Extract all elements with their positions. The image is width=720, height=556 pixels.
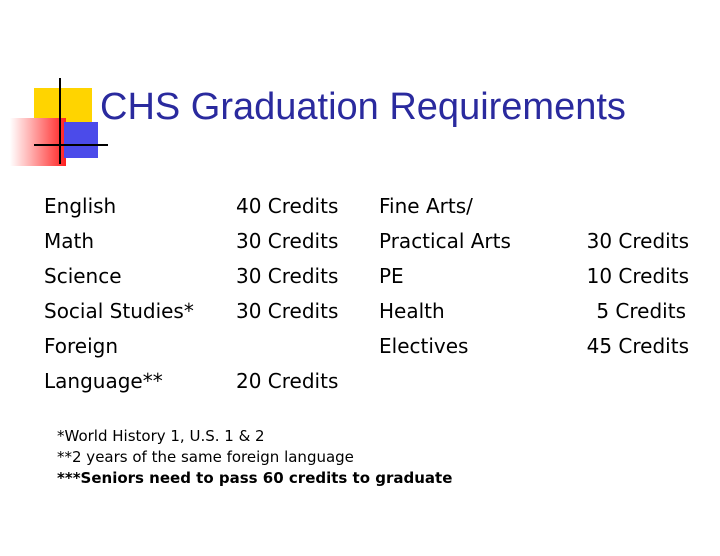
left-credits: 20 Credits xyxy=(236,369,339,393)
red-gradient-square xyxy=(10,118,66,166)
footnote-seniors: ***Seniors need to pass 60 credits to graduate xyxy=(57,469,453,487)
left-subject: Social Studies* xyxy=(44,299,194,323)
right-credits: 45 Credits xyxy=(586,334,689,358)
left-subject: English xyxy=(44,194,117,218)
left-credits: 40 Credits xyxy=(236,194,339,218)
right-subject: Health xyxy=(379,299,445,323)
horizontal-line xyxy=(34,144,108,146)
left-subject: Math xyxy=(44,229,95,253)
left-credits: 30 Credits xyxy=(236,229,339,253)
right-subject: Fine Arts/ xyxy=(379,194,473,218)
footnotes xyxy=(57,426,452,489)
right-subject: Practical Arts xyxy=(379,229,511,253)
right-credits: 5 Credits xyxy=(596,299,686,323)
right-subject: Electives xyxy=(379,334,469,358)
left-subject: Foreign xyxy=(44,334,119,358)
right-credits: 30 Credits xyxy=(586,229,689,253)
left-credits: 30 Credits xyxy=(236,264,339,288)
right-credits: 10 Credits xyxy=(586,264,689,288)
left-credits: 30 Credits xyxy=(236,299,339,323)
right-subject: PE xyxy=(379,264,404,288)
footnote-language: **2 years of the same foreign language xyxy=(57,448,354,466)
decorative-logo-icon xyxy=(0,0,110,170)
vertical-line xyxy=(59,78,61,164)
left-subject: Language** xyxy=(44,369,163,393)
slide-title: CHS Graduation Requirements xyxy=(100,86,626,128)
blue-square xyxy=(64,122,98,158)
left-subject: Science xyxy=(44,264,122,288)
footnote-history: *World History 1, U.S. 1 & 2 xyxy=(57,427,265,445)
